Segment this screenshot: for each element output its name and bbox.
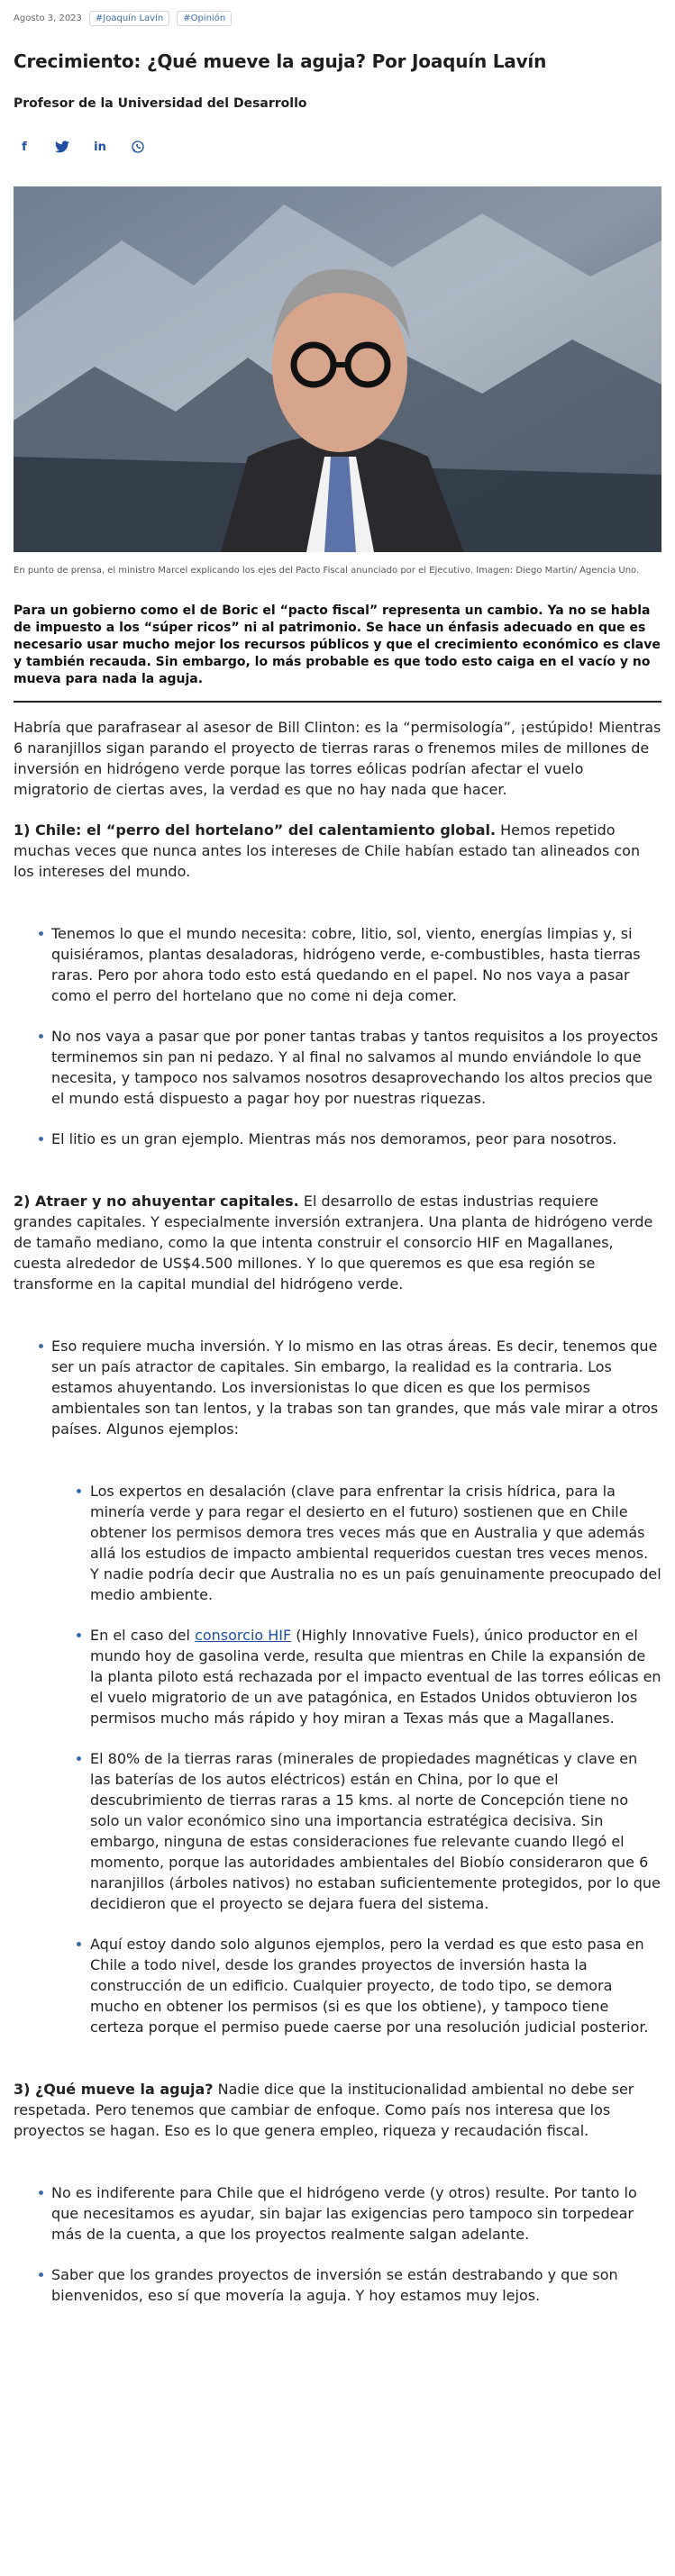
sub-list-item: [14, 1625, 661, 1728]
twitter-icon[interactable]: [51, 136, 73, 158]
list-item: El litio es un gran ejemplo. Mientras más nos demoramos, peor para nosotros.: [14, 1129, 661, 1149]
sub-item-text: (Highly Innovative Fuels), único productor en el mundo hoy de gasolina verde, resulta que mientras en Chile la expansión de la planta piloto está rechazada por el impacto eventual de las torres eólicas en el vuelo migratorio de un ave patagónica, en Estados Unidos obtuvieron los permisos mucho más rápido y hoy miran a Texas más que a Magallanes.: [90, 1627, 661, 1727]
divider: [14, 701, 661, 703]
facebook-icon[interactable]: f: [22, 140, 27, 154]
section-2-heading: 2) Atraer y no ahuyentar capitales.: [14, 1193, 299, 1210]
section-1-text: Hemos repetido muchas veces que nunca antes los intereses de Chile habían estado tan alineados con los intereses del mundo.: [14, 821, 641, 880]
section-2-sublist: [14, 1481, 661, 2037]
sub-list-item: Los expertos en desalación (clave para enfrentar la crisis hídrica, para la minería verde y para regar el desierto en el futuro) sostienen que en Chile obtener los permisos demora tres veces más que en Australia y que además allá los estudios de impacto ambiental requeridos cuestan tres veces menos. Y nadie podría decir que Australia no es un país genuinamente preocupado del medio ambiente.: [14, 1481, 661, 1605]
consorcio-hif-link[interactable]: consorcio HIF: [195, 1627, 292, 1644]
section-3-text: Nadie dice que la institucionalidad ambiental no debe ser respetada. Pero tenemos que cambiar de enfoque. Como país nos interesa que los proyectos se hagan. Eso es lo que genera empleo, riqueza y recaudación fiscal.: [14, 2081, 634, 2139]
section-3-list: [14, 2182, 661, 2306]
list-item: No nos vaya a pasar que por poner tantas trabas y tantos requisitos a los proyectos terminemos sin pan ni pedazo. Y al final no salvamos al mundo enviándole lo que necesita, y tampoco nos salvamos nosotros desaprovechando los altos precios que el mundo está dispuesto a pagar hoy por nuestras riquezas.: [14, 1026, 661, 1109]
article-meta: [14, 0, 661, 26]
section-2-text: El desarrollo de estas industrias requiere grandes capitales. Y especialmente inversión extranjera. Una planta de hidrógeno verde de tamaño mediano, como la que intenta construir el consorcio HIF en Magallanes, cuesta alrededor de US$4.500 millones. Y lo que queremos es que esa región se transforme en la capital mundial del hidrógeno verde.: [14, 1193, 653, 1293]
section-2-list: [14, 1336, 661, 1439]
sub-list-item: Aquí estoy dando solo algunos ejemplos, pero la verdad es que esto pasa en Chile a todo nivel, desde los grandes proyectos de inversión hasta la construcción de un edificio. Cualquier proyecto, de todo tipo, se demora mucho en obtener los permisos (si es que los obtiene), y tampoco tiene certeza porque el permiso puede caerse por una resolución judicial posterior.: [14, 1934, 661, 2037]
article-date: Agosto 3, 2023: [14, 14, 82, 23]
list-item: Saber que los grandes proyectos de inversión se están destrabando y que son bienvenidos, eso sí que movería la aguja. Y hoy estamos muy lejos.: [14, 2264, 661, 2306]
section-1-heading: 1) Chile: el “perro del hortelano” del calentamiento global.: [14, 821, 497, 839]
linkedin-icon[interactable]: in: [94, 140, 106, 154]
list-item: Tenemos lo que el mundo necesita: cobre, litio, sol, viento, energías limpias y, si quisiéramos, plantas desaladoras, hidrógeno verde, e-combustibles, hasta tierras raras. Pero por ahora todo esto está quedando en el papel. No nos vaya a pasar como el perro del hortelano que no come ni deja comer.: [14, 923, 661, 1006]
minister-photo-illustration: [14, 186, 661, 552]
tag-joaquin-lavin[interactable]: #Joaquín Lavín: [89, 11, 169, 26]
article-title: Crecimiento: ¿Qué mueve la aguja? Por Joaquín Lavín: [14, 50, 547, 72]
sub-item-text: En el caso del: [90, 1627, 196, 1644]
section-3-heading: 3) ¿Qué mueve la aguja?: [14, 2081, 214, 2098]
tag-opinion[interactable]: #Opinión: [177, 11, 232, 26]
section-3: [14, 2079, 661, 2141]
section-1: [14, 820, 661, 882]
paragraph-intro: Habría que parafrasear al asesor de Bill Clinton: es la “permisología”, ¡estúpido! Mientras 6 naranjillos sigan parando el proyecto de tierras raras o frenemos miles de millones de inversión en hidrógeno verde porque las torres eólicas podrían afectar el vuelo migratorio de ciertas aves, la verdad es que no hay nada que hacer.: [14, 719, 661, 798]
whatsapp-icon[interactable]: [127, 136, 149, 158]
section-1-list: [14, 923, 661, 1149]
list-item: Eso requiere mucha inversión. Y lo mismo en las otras áreas. Es decir, tenemos que ser un país atractor de capitales. Sin embargo, la realidad es la contraria. Los estamos ahuyentando. Los inversionistas lo que dicen es que los permisos ambientales son tan lentos, y la trabas son tan grandes, que más vale mirar a otros países. Algunos ejemplos:: [14, 1336, 661, 1439]
author-subtitle: Profesor de la Universidad del Desarrollo: [14, 96, 307, 111]
photo-caption: En punto de prensa, el ministro Marcel explicando los ejes del Pacto Fiscal anunciado por el Ejecutivo. Imagen: Diego Martin/ Agencia Uno.: [14, 566, 640, 576]
article-lead: Para un gobierno como el de Boric el “pacto fiscal” representa un cambio. Ya no se habla de impuesto a los “súper ricos” ni al patrimonio. Se hace un énfasis adecuado en que es necesario usar mucho mejor los recursos públicos y que el crecimiento económico es clave y también recauda. Sin embargo, lo más probable es que todo esto caiga en el vacío y no mueva para nada la aguja.: [14, 603, 661, 686]
article-photo: [14, 186, 661, 552]
list-item: No es indiferente para Chile que el hidrógeno verde (y otros) resulte. Por tanto lo que necesitamos es ayudar, sin bajar las exigencias pero tampoco sin torpedear más de la cuenta, a que los proyectos realmente salgan adelante.: [14, 2182, 661, 2245]
section-2: [14, 1191, 661, 1294]
sub-list-item: El 80% de la tierras raras (minerales de propiedades magnéticas y clave en las baterías de los autos eléctricos) están en China, por lo que el descubrimiento de tierras raras a 15 kms. al norte de Concepción tiene no solo un valor económico sino una importancia estratégica decisiva. Sin embargo, ninguna de estas consideraciones fue relevante cuando llegó el momento, porque las autoridades ambientales del Biobío consideraron que 6 naranjillos (árboles nativos) no estaban suficientemente protegidos, por lo que decidieron que el proyecto se dejara fuera del sistema.: [14, 1748, 661, 1914]
share-bar: [14, 136, 661, 158]
